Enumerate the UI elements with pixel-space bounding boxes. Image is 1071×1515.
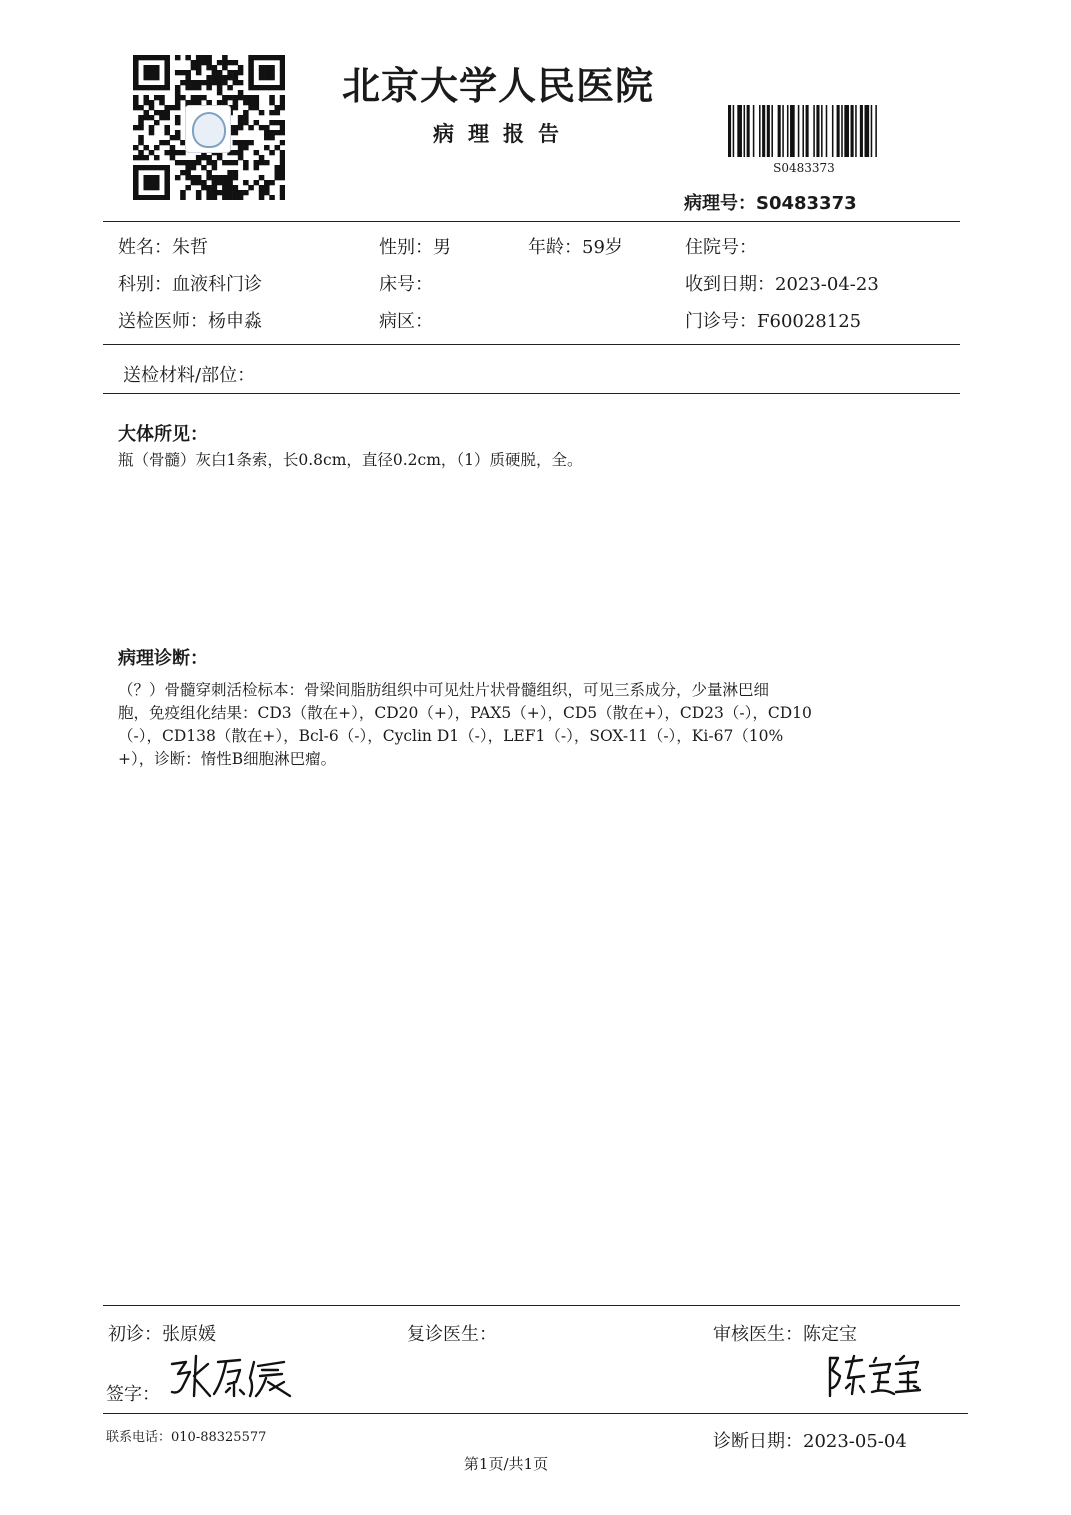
contact-phone: 联系电话：010-88325577: [106, 1430, 267, 1445]
diagnosis-date: 诊断日期：2023-05-04: [713, 1431, 907, 1452]
review-doctor: 复诊医生：: [407, 1324, 497, 1345]
signature-label: 签字：: [106, 1384, 160, 1405]
pathology-number: 病理号：S0483373: [684, 193, 857, 214]
inpatient-number: 住院号：: [685, 237, 757, 258]
department: 科别：血液科门诊: [118, 274, 262, 295]
initial-doctor: 初诊：张原媛: [108, 1324, 216, 1345]
report-title: 病理报告: [433, 122, 573, 146]
gross-text: 瓶（骨髓）灰白1条索，长0.8cm，直径0.2cm，（1）质硬脱，全。: [118, 451, 583, 469]
hospital-name: 北京大学人民医院: [341, 64, 654, 108]
outpatient-number: 门诊号：F60028125: [685, 311, 862, 332]
diagnosis-line: （-），CD138（散在+），Bcl-6（-），Cyclin D1（-），LEF1（-），SOX-11（-），Ki-67（10%: [118, 727, 784, 745]
diagnosis-line: （？）骨髓穿刺活检标本：骨梁间脂肪组织中可见灶片状骨髓组织，可见三系成分，少量淋巴细: [118, 681, 770, 699]
divider: [103, 221, 960, 222]
gross-title: 大体所见：: [118, 424, 208, 445]
page-info: 第1页/共1页: [463, 1455, 549, 1473]
received-date: 收到日期：2023-04-23: [685, 274, 879, 295]
barcode: [728, 105, 880, 157]
diagnosis-line: +），诊断：惰性B细胞淋巴瘤。: [118, 750, 337, 768]
diagnosis-line: 胞，免疫组化结果：CD3（散在+），CD20（+），PAX5（+），CD5（散在+），CD23（-），CD10: [118, 704, 812, 722]
divider: [103, 1413, 968, 1414]
patient-name: 姓名：朱哲: [118, 237, 208, 258]
specimen-site: 送检材料/部位：: [123, 365, 256, 386]
divider: [103, 1305, 960, 1306]
patient-gender: 性别：男: [379, 237, 451, 258]
divider: [103, 344, 960, 345]
initial-doctor-signature: [166, 1352, 298, 1402]
barcode-text: S0483373: [773, 161, 835, 175]
audit-doctor-signature: [824, 1352, 924, 1400]
patient-age: 年龄：59岁: [528, 237, 623, 258]
divider: [103, 393, 960, 394]
bed-number: 床号：: [379, 274, 433, 295]
diagnosis-title: 病理诊断：: [118, 648, 208, 669]
audit-doctor: 审核医生：陈定宝: [713, 1324, 857, 1345]
referring-doctor: 送检医师：杨申淼: [118, 311, 262, 332]
ward: 病区：: [379, 311, 433, 332]
